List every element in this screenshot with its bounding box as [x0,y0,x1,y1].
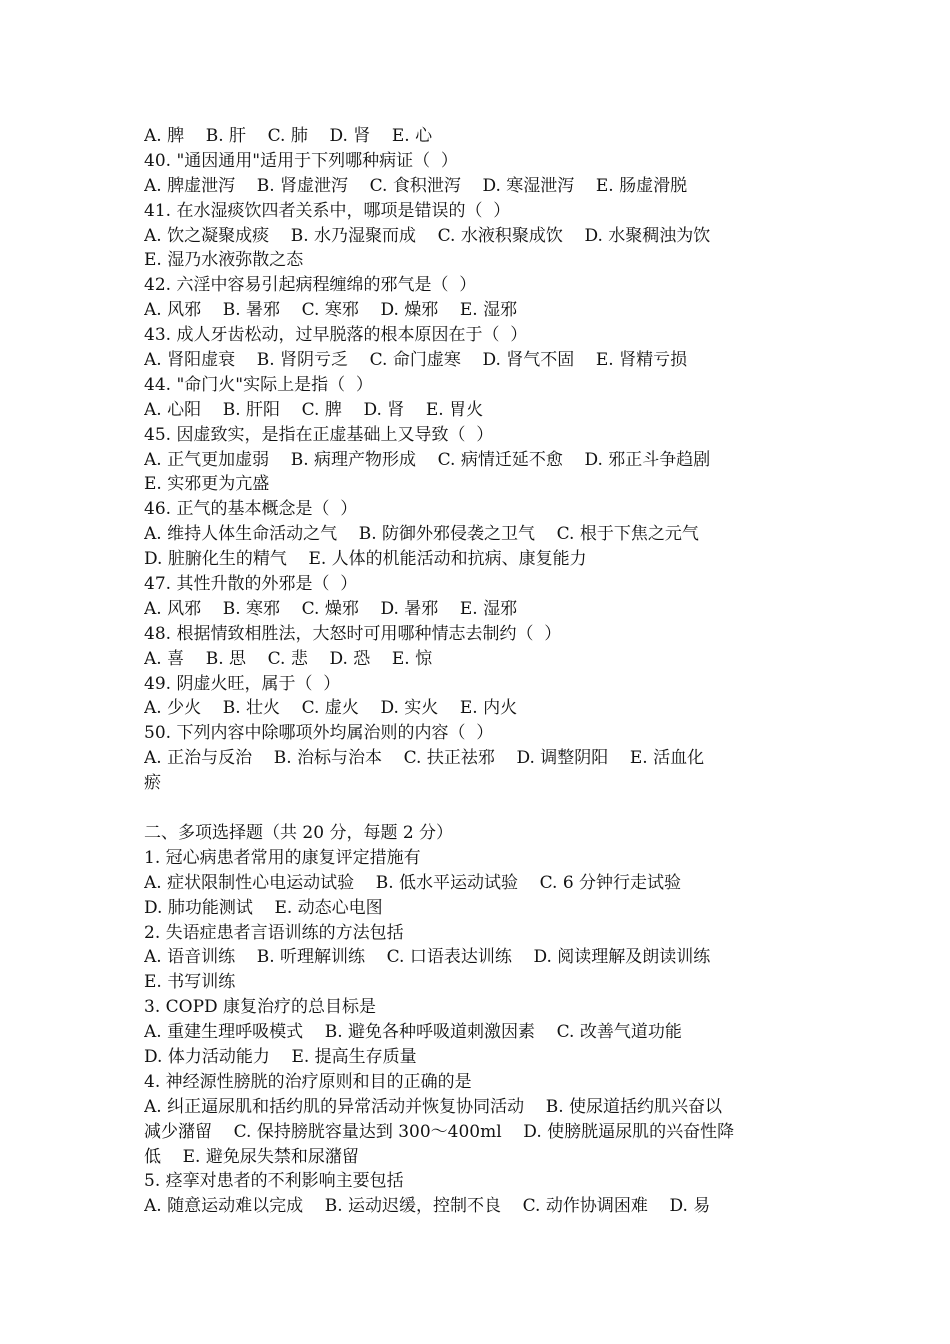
text-line: 48. 根据情致相胜法，大怒时可用哪种情志去制约（ ） [144,623,562,644]
text-line: E. 湿乃水液弥散之态 [144,250,304,271]
text-line: 4. 神经源性膀胱的治疗原则和目的正确的是 [144,1071,472,1092]
text-line: 45. 因虚致实，是指在正虚基础上又导致（ ） [144,424,494,445]
text-line: 3. COPD 康复治疗的总目标是 [144,997,377,1018]
text-line: A. 纠正逼尿肌和括约肌的异常活动并恢复协同活动 B. 使尿道括约肌兴奋以 [144,1096,722,1117]
text-line: 50. 下列内容中除哪项外均属治则的内容（ ） [144,723,494,744]
text-line: A. 维持人体生命活动之气 B. 防御外邪侵袭之卫气 C. 根于下焦之元气 [144,524,699,545]
text-line: D. 体力活动能力 E. 提高生存质量 [144,1046,417,1067]
text-line: A. 风邪 B. 寒邪 C. 燥邪 D. 暑邪 E. 湿邪 [144,598,518,619]
text-line: A. 重建生理呼吸模式 B. 避免各种呼吸道刺激因素 C. 改善气道功能 [144,1022,682,1043]
text-line: A. 心阳 B. 肝阳 C. 脾 D. 肾 E. 胃火 [144,399,484,420]
text-line: D. 肺功能测试 E. 动态心电图 [144,897,383,918]
text-line: 40. "通因通用"适用于下列哪种病证（ ） [144,150,458,171]
text-line: 43. 成人牙齿松动，过早脱落的根本原因在于（ ） [144,325,528,346]
text-line: 低 E. 避免尿失禁和尿潴留 [144,1146,359,1167]
text-line: D. 脏腑化生的精气 E. 人体的机能活动和抗病、康复能力 [144,549,587,570]
text-line: A. 随意运动难以完成 B. 运动迟缓，控制不良 C. 动作协调困难 D. 易 [144,1196,711,1217]
text-line: 47. 其性升散的外邪是（ ） [144,574,358,595]
text-line: 1. 冠心病患者常用的康复评定措施有 [144,847,421,868]
text-line: 减少潴留 C. 保持膀胱容量达到 300～400ml D. 使膀胱逼尿肌的兴奋性降 [144,1121,735,1142]
blank-line [144,796,814,821]
text-line: A. 正治与反治 B. 治标与治本 C. 扶正祛邪 D. 调整阴阳 E. 活血化 [144,748,705,769]
text-line: A. 喜 B. 思 C. 悲 D. 恐 E. 惊 [144,648,433,669]
text-line: A. 饮之凝聚成痰 B. 水乃湿聚而成 C. 水液积聚成饮 D. 水聚稠浊为饮 [144,225,711,246]
document-page [144,124,814,1219]
text-line: E. 书写训练 [144,972,236,993]
text-line: 42. 六淫中容易引起病程缠绵的邪气是（ ） [144,275,477,296]
text-line: A. 正气更加虚弱 B. 病理产物形成 C. 病情迁延不愈 D. 邪正斗争趋剧 [144,449,711,470]
text-line: 44. "命门火"实际上是指（ ） [144,374,373,395]
text-line: 2. 失语症患者言语训练的方法包括 [144,922,404,943]
text-line: 5. 痉挛对患者的不利影响主要包括 [144,1171,404,1192]
text-line: A. 脾 B. 肝 C. 肺 D. 肾 E. 心 [144,126,433,146]
text-line: A. 少火 B. 壮火 C. 虚火 D. 实火 E. 内火 [144,698,518,719]
text-line: 瘀 [144,773,161,794]
text-line: A. 肾阳虚衰 B. 肾阴亏乏 C. 命门虚寒 D. 肾气不固 E. 肾精亏损 [144,350,688,371]
text-line: A. 语音训练 B. 听理解训练 C. 口语表达训练 D. 阅读理解及朗读训练 [144,947,711,968]
text-line: 46. 正气的基本概念是（ ） [144,499,358,520]
text-line: 49. 阴虚火旺，属于（ ） [144,673,341,694]
text-line: 二、多项选择题（共 20 分，每题 2 分） [144,822,454,843]
text-line: E. 实邪更为亢盛 [144,474,270,495]
text-line: A. 风邪 B. 暑邪 C. 寒邪 D. 燥邪 E. 湿邪 [144,300,518,321]
text-line: A. 脾虚泄泻 B. 肾虚泄泻 C. 食积泄泻 D. 寒湿泄泻 E. 肠虚滑脱 [144,175,688,196]
text-line: A. 症状限制性心电运动试验 B. 低水平运动试验 C. 6 分钟行走试验 [144,872,682,893]
text-line: 41. 在水湿痰饮四者关系中，哪项是错误的（ ） [144,200,511,221]
